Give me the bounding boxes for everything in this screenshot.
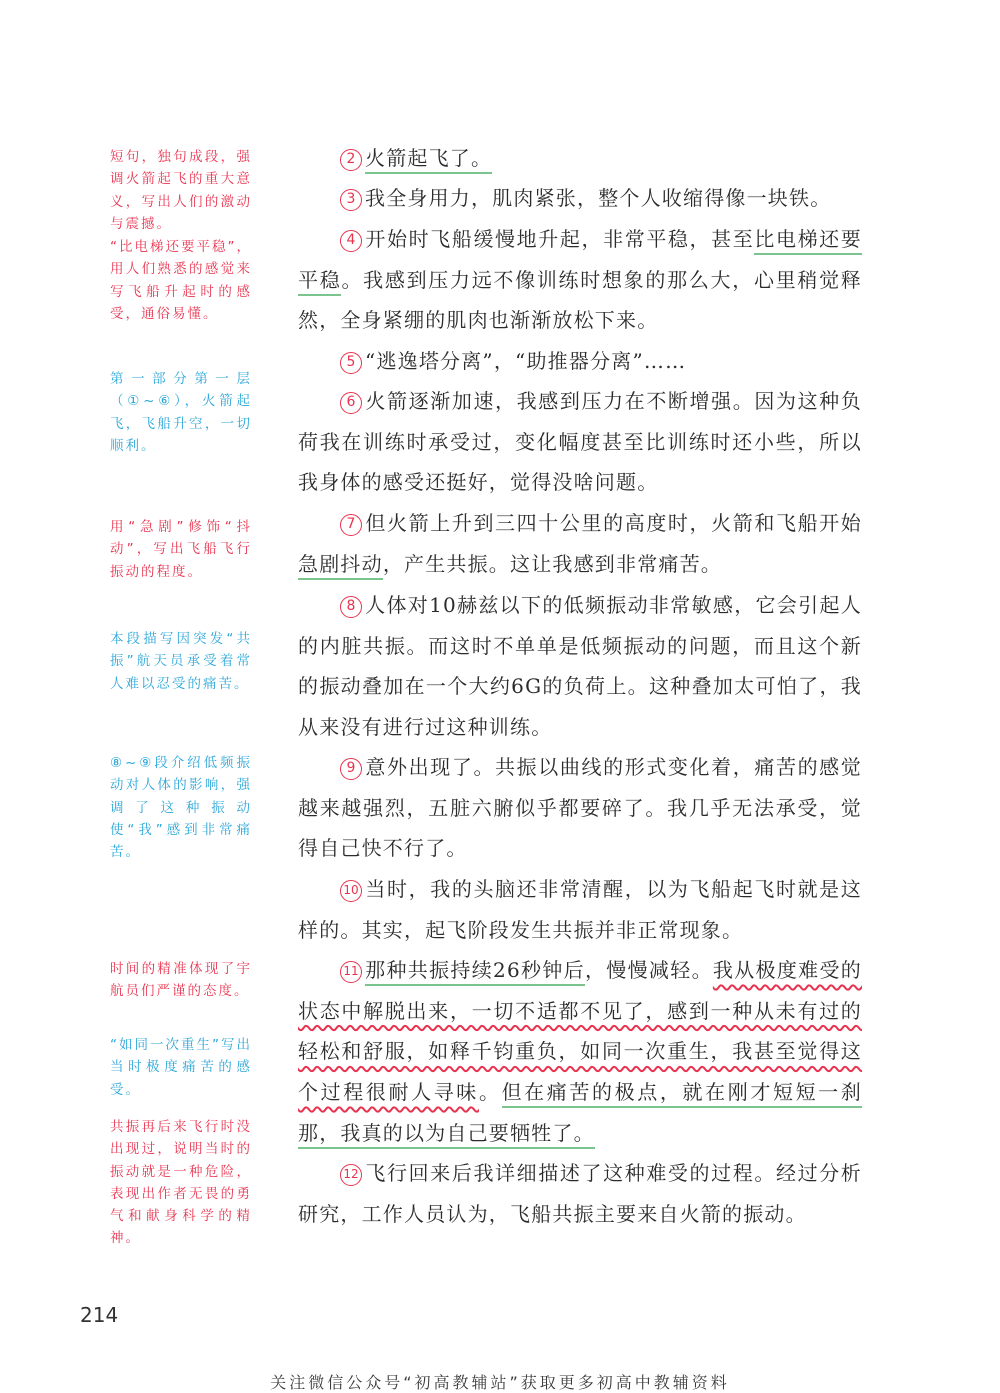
text-run: 当时，我的头脑还非常清醒，以为飞船起飞时就是这样的。其实，起飞阶段发生共振并非正常现象。 [298,877,862,942]
text-run: 但火箭上升到三四十公里的高度时，火箭和飞船开始 [365,511,862,535]
paragraph [298,585,862,748]
paragraph-number: 6 [340,392,362,414]
text-run: 火箭逐渐加速，我感到压力在不断增强。因为这种负荷我在训练时承受过，变化幅度甚至比训练时还小些，所以我身体的感受还挺好，觉得没啥问题。 [298,389,862,495]
paragraph [298,869,862,950]
margin-note: 本段描写因突发“共振”航天员承受着常人难以忍受的痛苦。 [110,631,252,692]
text-run: 那种共振持续26秒钟后 [365,958,585,986]
paragraph [298,747,862,869]
paragraph [298,219,862,341]
margin-note: 时间的精准体现了宇航员们严谨的态度。 [110,961,252,1000]
paragraph-number: 7 [340,514,362,536]
paragraph [298,138,862,179]
footer-text: 关注微信公众号“初高教辅站”获取更多初高中教辅资料 [270,1373,730,1392]
text-run: 意外出现了。共振以曲线的形式变化着，痛苦的感觉越来越强烈，五脏六腑似乎都要碎了。我几乎无法承受，觉得自己快不行了。 [298,755,862,861]
text-run: ，慢慢减轻。 [584,958,713,982]
paragraph [298,950,862,1154]
paragraph-number: 9 [340,758,362,780]
margin-note: “如同一次重生”写出当时极度痛苦的感受。 [110,1037,252,1098]
paragraph-number: 12 [340,1164,362,1186]
paragraph-number: 4 [340,230,362,252]
paragraph-number: 11 [340,961,362,983]
paragraph-number: 3 [340,189,362,211]
text-run: ，产生共振。这让我感到非常痛苦。 [382,551,723,576]
paragraph-number: 10 [340,880,362,902]
paragraph-number: 5 [340,352,362,374]
margin-note: “比电梯还要平稳”，用人们熟悉的感觉来写飞船升起时的感受，通俗易懂。 [110,239,252,322]
paragraph-number: 2 [340,149,362,171]
paragraph [298,1153,862,1234]
text-run: 火箭起飞了。 [365,146,492,174]
text-run: 急剧抖动 [298,552,383,580]
text-run: “逃逸塔分离”，“助推器分离”…… [365,349,687,373]
paragraph-number: 8 [340,596,362,618]
paragraph [298,178,862,219]
page-number: 214 [80,1303,119,1327]
margin-note: 第一部分第一层（①~⑥），火箭起飞，飞船升空，一切顺利。 [110,371,252,454]
text-run: 我从极度难受的状态中解脱出来，一切不适都不见了，感到一种从未有过的轻松和舒服，如释千钧重负，如同一次重生，我甚至觉得这个过程很耐人寻味 [298,958,863,1105]
text-run: 开始时飞船缓慢地升起，非常平稳，甚至 [365,227,755,251]
paragraph [298,341,862,382]
text-run: 但在痛苦的极点，就在刚才短短一刹那，我真的以为自己要牺牲了。 [298,1080,862,1149]
text-run: 我全身用力，肌肉紧张，整个人收缩得像一块铁。 [365,186,832,210]
text-run: 比电梯还要平稳 [298,227,862,296]
paragraph [298,503,862,584]
text-run: 。 [478,1080,502,1105]
text-run: 。我感到压力远不像训练时想象的那么大，心里稍觉释然，全身紧绷的肌肉也渐渐放松下来。 [298,267,862,333]
margin-note: 短句，独句成段，强调火箭起飞的重大意义，写出人们的激动与震撼。 [110,149,252,232]
margin-note: 共振再后来飞行时没出现过，说明当时的振动就是一种危险，表现出作者无畏的勇气和献身科学的精神。 [110,1119,252,1247]
paragraph [298,381,862,503]
text-run: 人体对10赫兹以下的低频振动非常敏感，它会引起人的内脏共振。而这时不单单是低频振动的问题，而且这个新的振动叠加在一个大约6G的负荷上。这种叠加太可怕了，我从来没有进行过这种训练。 [298,593,862,740]
margin-note: ⑧~⑨段介绍低频振动对人体的影响，强调了这种振动使“我”感到非常痛苦。 [110,755,252,861]
margin-note: 用“急剧”修饰“抖动”，写出飞船飞行振动的程度。 [110,519,252,580]
text-run: 飞行回来后我详细描述了这种难受的过程。经过分析研究，工作人员认为，飞船共振主要来自火箭的振动。 [298,1161,862,1226]
